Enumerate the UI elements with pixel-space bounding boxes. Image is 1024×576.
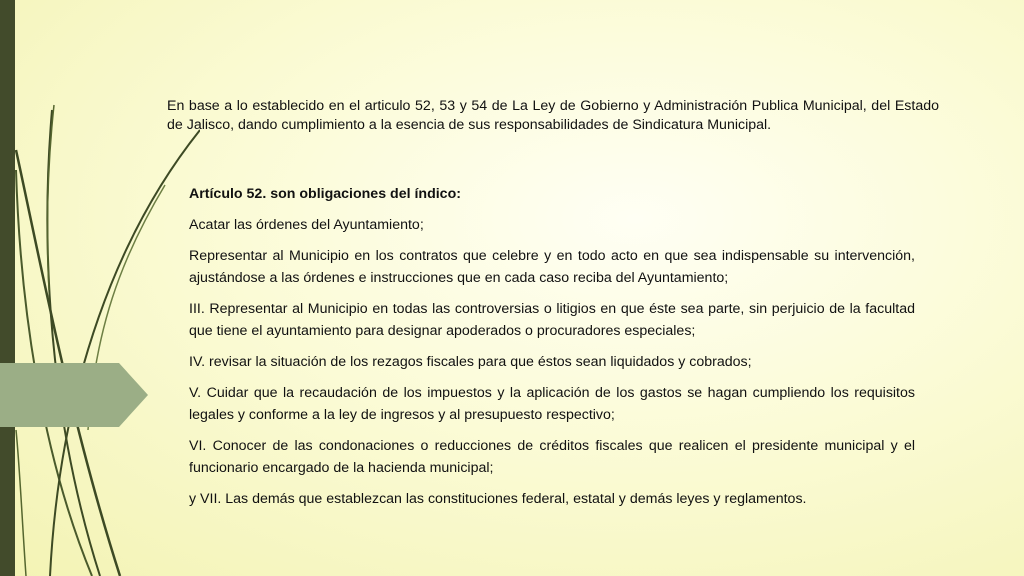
- article-item-2: Representar al Municipio en los contratos que celebre y en todo acto en que sea indispensable su intervención, ajustándose a las órdenes e instrucciones que en cada caso reciba del Ayuntamiento;: [189, 248, 915, 286]
- article-item-4: IV. revisar la situación de los rezagos fiscales para que éstos sean liquidados y cobrados;: [189, 354, 752, 370]
- intro-paragraph: En base a lo establecido en el articulo 52, 53 y 54 de La Ley de Gobierno y Administración Publica Municipal, del Estado de Jalisco, dando cumplimiento a la esencia de sus responsabilidades de Sindicatura Municipal.: [167, 98, 939, 133]
- arrow-tab: [0, 363, 148, 427]
- article-item-3: III. Representar al Municipio en todas las controversias o litigios en que éste sea parte, sin perjuicio de la facultad que tiene el ayuntamiento para designar apoderados o procuradores especiales;: [189, 301, 915, 339]
- article-item-7: y VII. Las demás que establezcan las constituciones federal, estatal y demás leyes y reglamentos.: [189, 491, 807, 507]
- article-item-1: Acatar las órdenes del Ayuntamiento;: [189, 217, 424, 233]
- article-content: [189, 183, 915, 519]
- article-item-6: VI. Conocer de las condonaciones o reducciones de créditos fiscales que realicen el presidente municipal y el funcionario encargado de la hacienda municipal;: [189, 438, 915, 476]
- decorative-curves: [0, 0, 200, 576]
- article-item-5: V. Cuidar que la recaudación de los impuestos y la aplicación de los gastos se hagan cumpliendo los requisitos legales y conforme a la ley de ingresos y al presupuesto respectivo;: [189, 385, 915, 423]
- article-heading: Artículo 52. son obligaciones del índico:: [189, 186, 461, 202]
